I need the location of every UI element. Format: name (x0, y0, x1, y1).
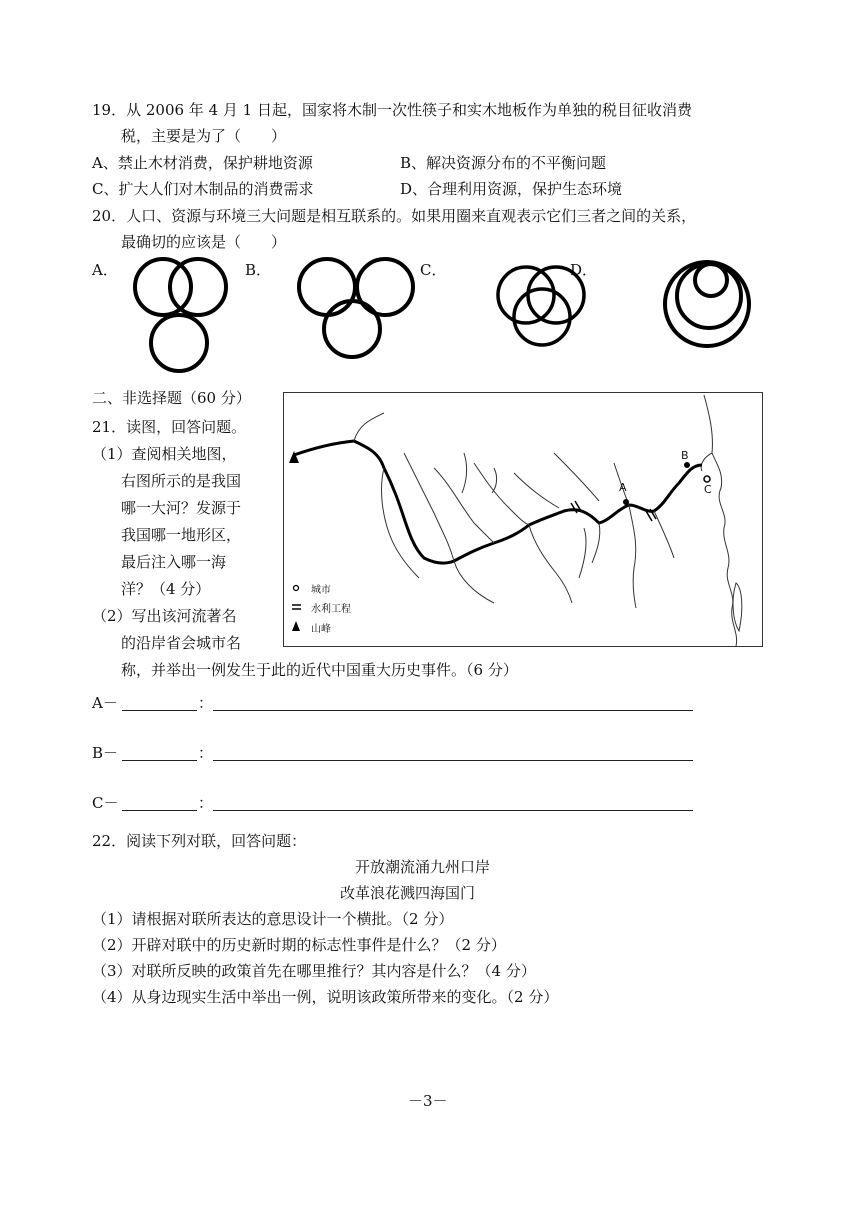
q22-item-4: （4）从身边现实生活中举出一例，说明该政策所带来的变化。（2 分） (92, 988, 559, 1006)
map-legend-dam: 水利工程 (311, 604, 351, 615)
q20-option-b-label: B． (245, 261, 272, 279)
q19-option-d: D、合理利用资源，保护生态环境 (400, 180, 623, 198)
q20-diagram-b (295, 255, 425, 365)
answer-a-blank[interactable] (122, 710, 197, 711)
answer-b-line[interactable] (213, 760, 693, 761)
q19-option-c: C、扩大人们对木制品的消费需求 (92, 180, 314, 198)
answer-b-label: B－ (92, 744, 119, 762)
section2-title: 二、非选择题（60 分） (92, 389, 251, 407)
q22-couplet-line1: 开放潮流涌九州口岸 (355, 858, 491, 876)
q22-stem: 22．阅读下列对联，回答问题： (92, 832, 307, 850)
q20-diagram-c (492, 262, 592, 352)
q21-part2-tail: 称，并举出一例发生于此的近代中国重大历史事件。（6 分） (121, 661, 518, 679)
q19-stem-line1: 19．从 2006 年 4 月 1 日起，国家将木制一次性筷子和实木地板作为单独的税目征收消费 (92, 101, 692, 119)
q20-diagram-a (120, 255, 230, 375)
river-map-drawing (284, 393, 762, 646)
page-number: －3－ (408, 1092, 448, 1110)
answer-a-label: A－ (92, 694, 118, 712)
answer-b-colon: ： (198, 744, 214, 762)
q20-option-c-label: C． (420, 261, 447, 279)
river-map (283, 392, 763, 647)
answer-b-blank[interactable] (122, 760, 197, 761)
q22-item-3: （3）对联所反映的政策首先在哪里推行？其内容是什么？（4 分） (92, 962, 536, 980)
q21-part1-line5: 最后注入哪一海 (121, 553, 227, 571)
answer-a-line[interactable] (213, 710, 693, 711)
map-label-c: C (704, 483, 712, 496)
map-label-b: B (681, 449, 689, 462)
q21-part1-line4: 我国哪一地形区， (121, 526, 242, 544)
q22-item-1: （1）请根据对联所表达的意思设计一个横批。（2 分） (92, 910, 454, 928)
map-label-a: A (619, 481, 627, 494)
q21-stem: 21．读图，回答问题。 (92, 418, 247, 436)
q22-couplet-line2: 改革浪花溅四海国门 (340, 884, 476, 902)
answer-c-line[interactable] (213, 810, 693, 811)
q20-option-a-label: A． (92, 261, 118, 279)
map-legend-peak: 山峰 (311, 624, 331, 635)
q21-part1-line6: 洋？（4 分） (121, 580, 211, 598)
map-legend-city: 城市 (311, 585, 331, 596)
answer-c-blank[interactable] (122, 810, 197, 811)
q20-diagram-d (662, 258, 762, 358)
q19-stem-line2: 税，主要是为了（ ） (121, 127, 287, 145)
q19-option-a: A、禁止木材消费，保护耕地资源 (92, 154, 313, 172)
q19-option-b: B、解决资源分布的不平衡问题 (400, 154, 607, 172)
q20-stem-line1: 20．人口、资源与环境三大问题是相互联系的。如果用圈来直观表示它们三者之间的关系， (92, 207, 697, 225)
q20-option-d-label: D． (570, 261, 598, 279)
answer-a-colon: ： (198, 694, 214, 712)
q21-part1-line1: （1）查阅相关地图， (92, 445, 237, 463)
q21-part1-line2: 右图所示的是我国 (121, 472, 242, 490)
q21-part1-line3: 哪一大河？发源于 (121, 499, 242, 517)
q21-part2-line2: 的沿岸省会城市名 (121, 634, 242, 652)
q21-part2-line1: （2）写出该河流著名 (92, 607, 237, 625)
q22-item-2: （2）开辟对联中的历史新时期的标志性事件是什么？（2 分） (92, 936, 506, 954)
answer-c-label: C－ (92, 794, 119, 812)
answer-c-colon: ： (198, 794, 214, 812)
q20-stem-line2: 最确切的应该是（ ） (121, 233, 287, 251)
